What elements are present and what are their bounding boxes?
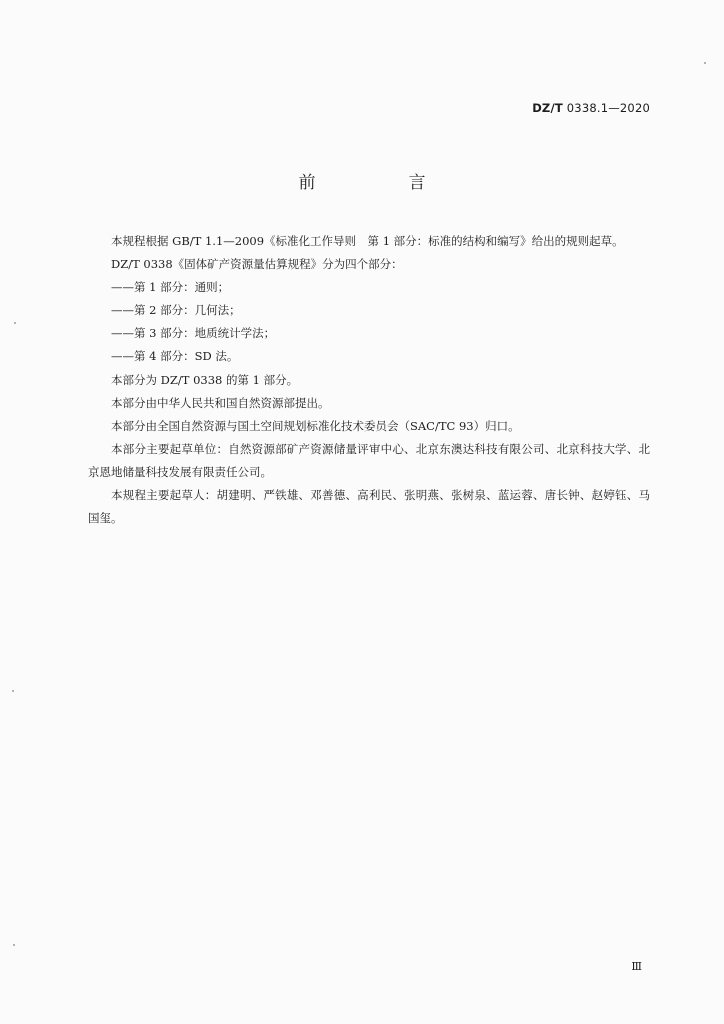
standard-number <box>532 101 650 115</box>
paragraph-drafting-units: 本部分主要起草单位：自然资源部矿产资源储量评审中心、北京东澳达科技有限公司、北京科技大学、北京恩地储量科技发展有限责任公司。 <box>88 441 650 479</box>
scan-speck <box>12 690 14 692</box>
standard-prefix: DZ/T <box>532 101 563 115</box>
paragraph-proposed-by: 本部分由中华人民共和国自然资源部提出。 <box>111 395 330 410</box>
paragraph-centralized-by: 本部分由全国自然资源与国土空间规划标准化技术委员会（SAC/TC 93）归口。 <box>111 418 520 433</box>
scan-speck <box>14 322 16 324</box>
paragraph-parts-intro: DZ/T 0338《固体矿产资源量估算规程》分为四个部分： <box>111 257 403 272</box>
paragraph-drafters: 本规程主要起草人：胡建明、严铁雄、邓善德、高利民、张明燕、张树泉、蓝运蓉、唐长钟、赵婷钰、马国玺。 <box>88 488 650 526</box>
scan-speck <box>13 944 15 946</box>
standard-code: 0338.1—2020 <box>566 101 650 115</box>
scan-speck <box>704 62 706 64</box>
list-item-part-3: ——第 3 部分：地质统计学法； <box>111 326 276 341</box>
page-number: Ⅲ <box>631 960 642 973</box>
list-item-part-1: ——第 1 部分：通则； <box>111 280 230 295</box>
list-item-part-4: ——第 4 部分：SD 法。 <box>111 349 239 364</box>
paragraph-drafting-basis: 本规程根据 GB/T 1.1—2009《标准化工作导则 第 1 部分：标准的结构和编写》给出的规则起草。 <box>111 234 624 248</box>
list-item-part-2: ——第 2 部分：几何法； <box>111 303 241 318</box>
page-title: 前 言 <box>298 173 464 193</box>
preface-body <box>88 230 650 530</box>
paragraph-this-part: 本部分为 DZ/T 0338 的第 1 部分。 <box>111 372 299 387</box>
